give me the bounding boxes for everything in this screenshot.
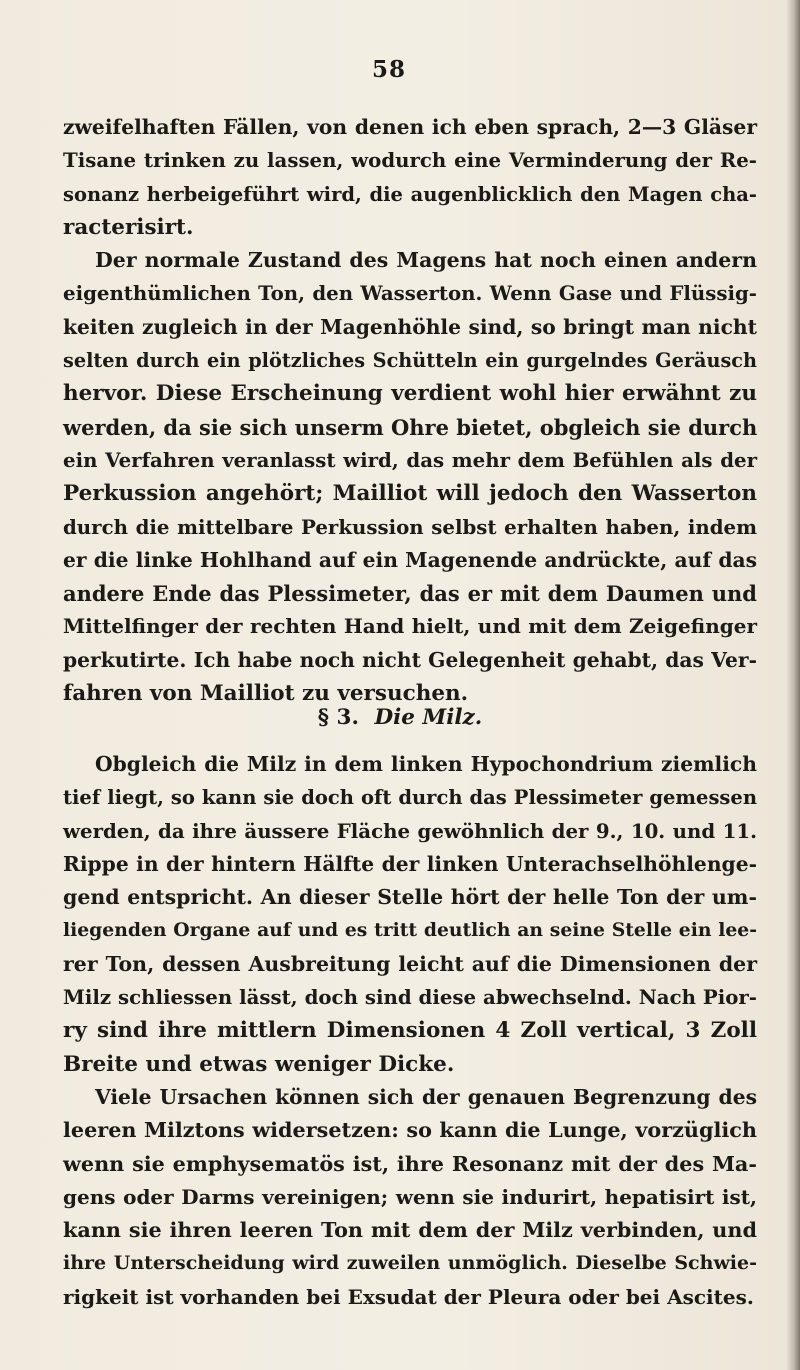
text-line: werden, da sie sich unserm Ohre bietet, obgleich sie durch bbox=[63, 414, 758, 440]
text-line: sonanz herbeigeführt wird, die augenblicklich den Magen cha- bbox=[63, 182, 757, 206]
paragraph-2 bbox=[63, 244, 757, 710]
text-line: keiten zugleich in der Magenhöhle sind, so bringt man nicht bbox=[63, 314, 757, 339]
text-line: hervor. Diese Erscheinung verdient wohl hier erwähnt zu bbox=[63, 381, 757, 407]
text-line: gend entspricht. An dieser Stelle hört der helle Ton der um- bbox=[63, 885, 757, 910]
text-line: Viele Ursachen können sich der genauen Begrenzung des bbox=[95, 1084, 757, 1109]
text-line: tief liegt, so kann sie doch oft durch das Plessimeter gemessen bbox=[63, 786, 757, 810]
text-line: ihre Unterscheidung wird zuweilen unmöglich. Dieselbe Schwie- bbox=[63, 1252, 757, 1275]
section-title: Die Milz. bbox=[374, 705, 483, 730]
text-line: liegenden Organe auf und es tritt deutlich an seine Stelle ein lee- bbox=[63, 919, 757, 942]
text-line: Tisane trinken zu lassen, wodurch eine Verminderung der Re- bbox=[63, 148, 757, 173]
text-line: Mittelfinger der rechten Hand hielt, und mit dem Zeigefinger bbox=[63, 614, 757, 639]
paragraph-3 bbox=[63, 748, 757, 1081]
text-line: fahren von Mailliot zu versuchen. bbox=[63, 681, 469, 707]
text-line: Rippe in der hintern Hälfte der linken Unterachselhöhlenge- bbox=[63, 851, 757, 876]
text-line: Der normale Zustand des Magens hat noch einen andern bbox=[95, 248, 757, 273]
text-line: ein Verfahren veranlasst wird, das mehr dem Befühlen als der bbox=[63, 447, 757, 472]
text-line: selten durch ein plötzliches Schütteln ein gurgelndes Geräusch bbox=[63, 349, 757, 373]
text-line: durch die mittelbare Perkussion selbst erhalten haben, indem bbox=[63, 514, 757, 539]
text-line: Perkussion angehört; Mailliot will jedoch den Wasserton bbox=[63, 481, 757, 507]
text-line: perkutirte. Ich habe noch nicht Gelegenheit gehabt, das Ver- bbox=[63, 647, 757, 672]
text-line: Obgleich die Milz in dem linken Hypochondrium ziemlich bbox=[95, 752, 757, 776]
text-line: wenn sie emphysematös ist, ihre Resonanz mit der des Ma- bbox=[63, 1151, 757, 1176]
section-number: § 3. bbox=[317, 705, 359, 730]
text-line: gens oder Darms vereinigen; wenn sie indurirt, hepatisirt ist, bbox=[63, 1184, 757, 1209]
text-block-lower bbox=[63, 748, 757, 1314]
text-line: er die linke Hohlhand auf ein Magenende andrückte, auf das bbox=[63, 547, 757, 572]
text-line: Milz schliessen lässt, doch sind diese abwechselnd. Nach Pior- bbox=[63, 985, 757, 1010]
paragraph-1 bbox=[63, 111, 757, 244]
paragraph-4 bbox=[63, 1081, 757, 1314]
text-line: werden, da ihre äussere Fläche gewöhnlich der 9., 10. und 11. bbox=[63, 818, 757, 843]
text-line: leeren Milztons widersetzen: so kann die Lunge, vorzüglich bbox=[63, 1118, 757, 1143]
text-line: eigenthümlichen Ton, den Wasserton. Wenn Gase und Flüssig- bbox=[63, 281, 757, 306]
text-line: zweifelhaften Fällen, von denen ich eben sprach, 2—3 Gläser bbox=[63, 115, 757, 139]
text-line: Breite und etwas weniger Dicke. bbox=[63, 1051, 455, 1077]
text-line: rer Ton, dessen Ausbreitung leicht auf die Dimensionen der bbox=[63, 951, 757, 976]
text-block-upper bbox=[63, 111, 757, 710]
page-edge-shadow bbox=[786, 0, 800, 1370]
page-number: 58 bbox=[372, 56, 407, 83]
text-line: racterisirt. bbox=[63, 214, 194, 240]
text-line: andere Ende das Plessimeter, das er mit dem Daumen und bbox=[63, 581, 757, 607]
section-heading bbox=[0, 705, 800, 730]
text-line: kann sie ihren leeren Ton mit dem der Milz verbinden, und bbox=[63, 1218, 757, 1243]
text-line: ry sind ihre mittlern Dimensionen 4 Zoll vertical, 3 Zoll bbox=[63, 1018, 757, 1044]
text-line: rigkeit ist vorhanden bei Exsudat der Pleura oder bei Ascites. bbox=[63, 1284, 754, 1309]
